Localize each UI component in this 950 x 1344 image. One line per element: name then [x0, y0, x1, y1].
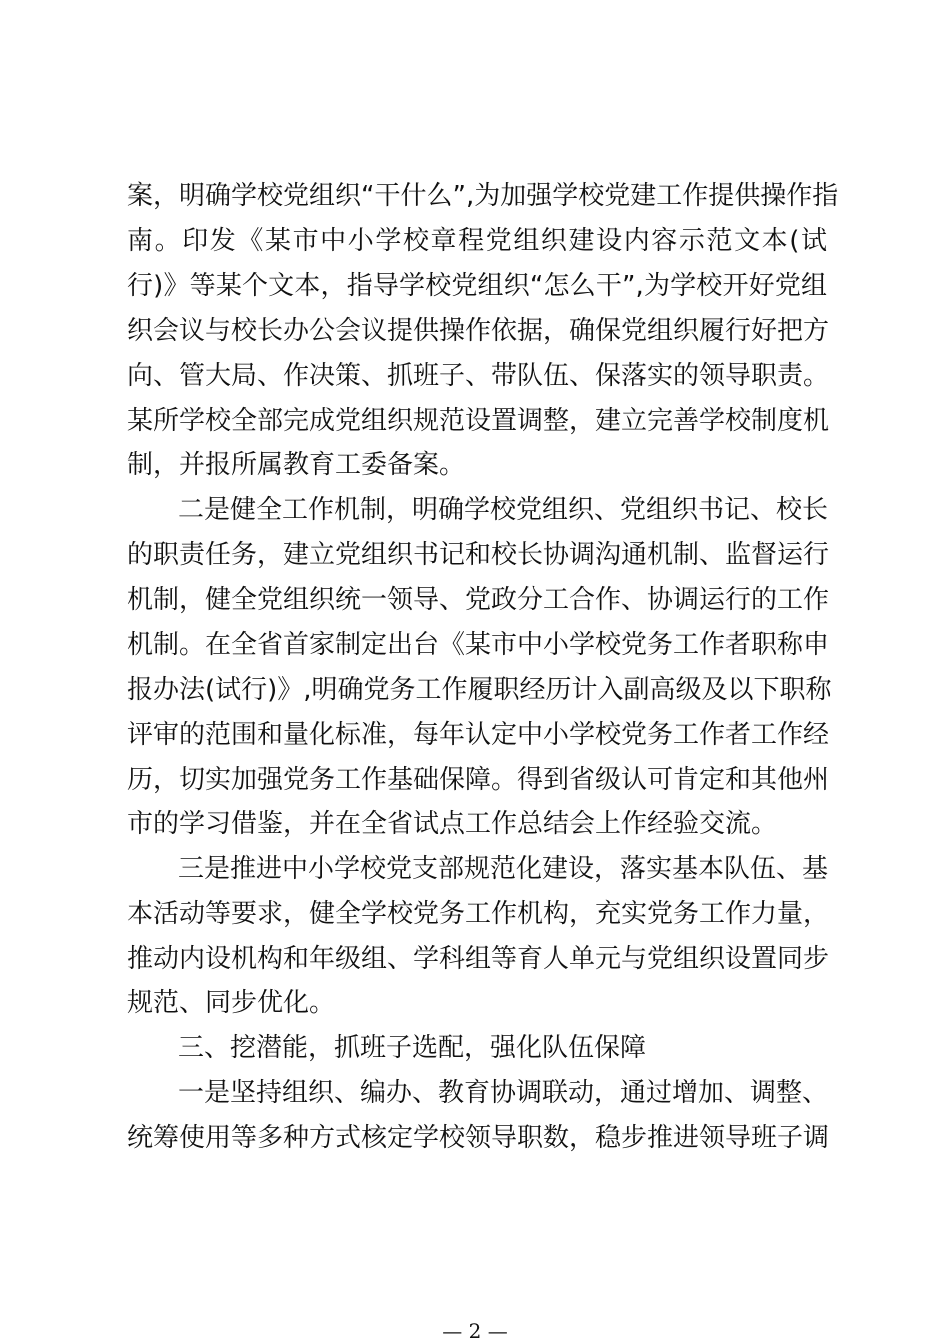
section-heading: 三、挖潜能，抓班子选配，强化队伍保障 [178, 1033, 647, 1063]
text-line: 向、管大局、作决策、抓班子、带队伍、保落实的领导职责。 [127, 361, 830, 391]
text-line: 本活动等要求，健全学校党务工作机构，充实党务工作力量， [127, 899, 830, 929]
text-line: 统筹使用等多种方式核定学校领导职数，稳步推进领导班子调 [127, 1123, 830, 1153]
text-line: 的职责任务，建立党组织书记和校长协调沟通机制、监督运行 [127, 540, 830, 570]
text-line: 机制。在全省首家制定出台《某市中小学校党务工作者职称申 [127, 630, 830, 660]
text-line: 市的学习借鉴，并在全省试点工作总结会上作经验交流。 [127, 809, 778, 839]
text-line: 评审的范围和量化标准，每年认定中小学校党务工作者工作经 [127, 720, 830, 750]
text-line: 制，并报所属教育工委备案。 [127, 450, 466, 480]
text-line: 某所学校全部完成党组织规范设置调整，建立完善学校制度机 [127, 406, 830, 436]
text-line: 推动内设机构和年级组、学科组等育人单元与党组织设置同步 [127, 944, 830, 974]
page-number: — 2 — [442, 1319, 508, 1343]
paragraph-start-line: 二是健全工作机制，明确学校党组织、党组织书记、校长 [178, 495, 829, 525]
paragraph-start-line: 一是坚持组织、编办、教育协调联动，通过增加、调整、 [178, 1078, 829, 1108]
text-line: 机制，健全党组织统一领导、党政分工合作、协调运行的工作 [127, 585, 830, 615]
text-line: 案，明确学校党组织“干什么”,为加强学校党建工作提供操作指 [127, 181, 839, 211]
text-line: 规范、同步优化。 [127, 988, 336, 1018]
text-line: 织会议与校长办公会议提供操作依据，确保党组织履行好把方 [127, 316, 830, 346]
text-line: 报办法(试行)》,明确党务工作履职经历计入副高级及以下职称 [127, 675, 832, 705]
text-line: 南。印发《某市中小学校章程党组织建设内容示范文本(试 [127, 226, 827, 256]
text-line: 历，切实加强党务工作基础保障。得到省级认可肯定和其他州 [127, 765, 830, 795]
text-line: 行)》等某个文本，指导学校党组织“怎么干”,为学校开好党组 [127, 271, 827, 301]
paragraph-start-line: 三是推进中小学校党支部规范化建设，落实基本队伍、基 [178, 854, 829, 884]
